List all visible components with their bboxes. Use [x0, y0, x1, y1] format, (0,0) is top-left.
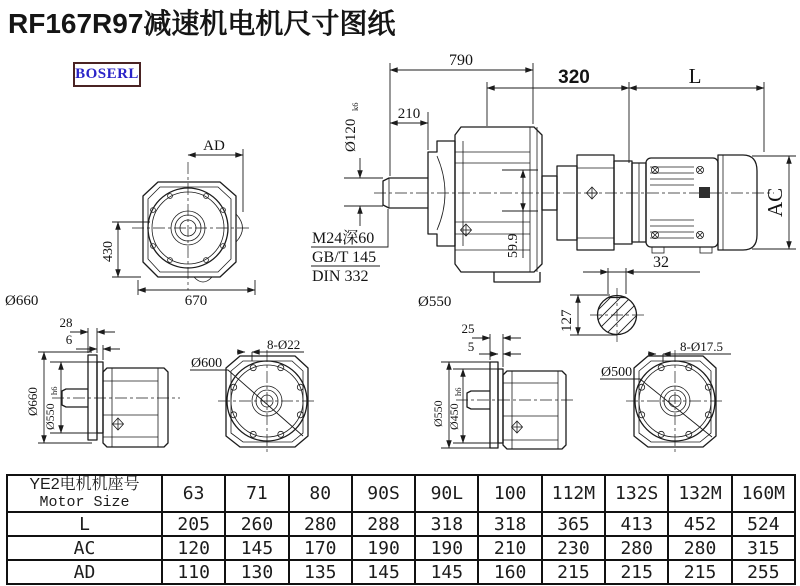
col-112M: 112M [542, 475, 605, 512]
thread-note-3: DIN 332 [312, 268, 369, 285]
cell-AD-0: 110 [162, 560, 225, 584]
shaft-dia-label: Ø120 [343, 118, 359, 152]
dim-59-9-label: 59.9 [506, 233, 521, 258]
shaft-dia-tol: k6 [350, 102, 360, 111]
col-71: 71 [225, 475, 288, 512]
v1-550-label: Ø550 [43, 403, 57, 430]
table-row-AD [7, 560, 795, 584]
v1-660-label: Ø660 [25, 387, 40, 416]
cell-L-6: 365 [542, 512, 605, 536]
dim-210-label: 210 [397, 106, 421, 122]
v3-5-label: 5 [467, 339, 475, 354]
dim-790-label: 790 [449, 52, 473, 69]
dim-670-label: 670 [184, 293, 208, 309]
table-header-motor-size [7, 475, 162, 512]
cell-AC-5: 210 [478, 536, 541, 560]
cell-AC-1: 145 [225, 536, 288, 560]
v4-holes-label: 8-Ø17.5 [680, 339, 723, 354]
table-row-AC [7, 536, 795, 560]
thread-note-1: M24深60 [312, 230, 375, 247]
cell-AC-0: 120 [162, 536, 225, 560]
col-90S: 90S [352, 475, 415, 512]
front-view [101, 138, 255, 309]
v3-25-label: 25 [461, 321, 475, 336]
flange-front-view-600 [190, 337, 316, 454]
v3-450-tol: h6 [453, 387, 463, 396]
key-width-label: 32 [653, 254, 669, 271]
cell-AD-6: 215 [542, 560, 605, 584]
cell-AC-7: 280 [605, 536, 668, 560]
header-cn: YE2电机机座号 [29, 476, 140, 493]
v4-500-label: Ø500 [601, 365, 633, 380]
cell-AD-5: 160 [478, 560, 541, 584]
cell-AD-4: 145 [415, 560, 478, 584]
v1-550-tol: h6 [49, 386, 59, 395]
motor-size-table [6, 474, 796, 585]
cell-L-0: 205 [162, 512, 225, 536]
header-en: Motor Size [39, 494, 130, 511]
cell-AD-2: 135 [289, 560, 352, 584]
cell-L-3: 288 [352, 512, 415, 536]
row-label-AD: AD [7, 560, 162, 584]
row-label-L: L [7, 512, 162, 536]
v2-600-label: Ø600 [191, 356, 223, 371]
cell-L-7: 413 [605, 512, 668, 536]
cell-L-8: 452 [668, 512, 731, 536]
col-80: 80 [289, 475, 352, 512]
col-90L: 90L [415, 475, 478, 512]
col-63: 63 [162, 475, 225, 512]
output-side-view-550 [431, 321, 576, 449]
cell-L-2: 280 [289, 512, 352, 536]
cell-AC-8: 280 [668, 536, 731, 560]
v2-holes-label: 8-Ø22 [267, 337, 301, 352]
main-dia-550-label: Ø550 [418, 294, 452, 310]
cell-AD-7: 215 [605, 560, 668, 584]
main-dia-660-label: Ø660 [5, 293, 39, 309]
col-132M: 132M [668, 475, 731, 512]
cell-L-4: 318 [415, 512, 478, 536]
cell-AD-8: 215 [668, 560, 731, 584]
v3-550-label: Ø550 [431, 400, 445, 427]
v1-28-label: 28 [59, 315, 73, 330]
cell-L-1: 260 [225, 512, 288, 536]
cell-AD-3: 145 [352, 560, 415, 584]
shaft-section-view [559, 254, 700, 344]
col-160M: 160M [732, 475, 795, 512]
cell-AC-2: 170 [289, 536, 352, 560]
col-100: 100 [478, 475, 541, 512]
row-label-AC: AC [7, 536, 162, 560]
output-side-view-660 [25, 315, 180, 447]
v1-6-label: 6 [65, 332, 73, 347]
dim-AD-label: AD [203, 138, 225, 154]
dim-L-label: L [688, 64, 702, 88]
table-row-L [7, 512, 795, 536]
cell-AC-9: 315 [732, 536, 795, 560]
dim-320-label: 320 [558, 67, 590, 88]
cell-L-5: 318 [478, 512, 541, 536]
brand-logo-text: BOSERL [75, 66, 139, 82]
cell-AD-1: 130 [225, 560, 288, 584]
thread-note-2: GB/T 145 [312, 249, 377, 266]
dim-AC-label: AC [763, 187, 787, 217]
cell-AC-4: 190 [415, 536, 478, 560]
page-title: RF167R97减速机电机尺寸图纸 [8, 8, 396, 39]
cell-AD-9: 255 [732, 560, 795, 584]
flange-front-view-500 [600, 339, 731, 454]
table-header-row [7, 475, 795, 512]
cell-AC-3: 190 [352, 536, 415, 560]
v3-450-label: Ø450 [447, 403, 461, 430]
main-assembly-view [5, 52, 796, 310]
cell-L-9: 524 [732, 512, 795, 536]
key-height-label: 127 [559, 309, 575, 332]
cell-AC-6: 230 [542, 536, 605, 560]
col-132S: 132S [605, 475, 668, 512]
dim-430-label: 430 [101, 241, 116, 262]
